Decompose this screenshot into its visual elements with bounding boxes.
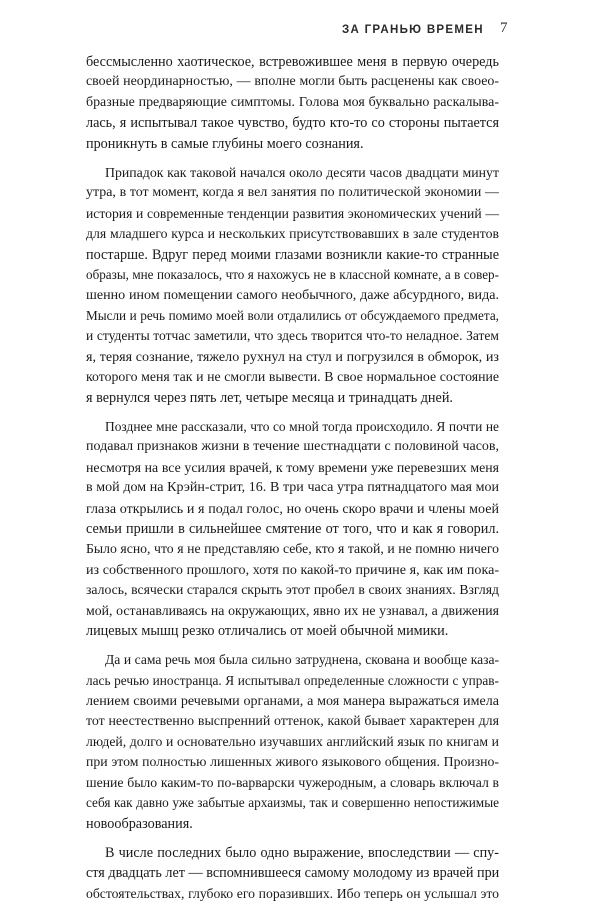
text-line: лением своими речевыми органами, а моя манера выражаться имела [86, 693, 499, 710]
text-line: В числе последних было одно выражение, впоследствии — спу- [105, 845, 499, 862]
text-line: из собственного прошлого, хотя по какой-то причине я, как им пока- [86, 561, 499, 578]
text-line: шение было каким-то по-варварски чужеродным, а словарь включал в [86, 774, 499, 790]
paragraph [86, 417, 499, 641]
text-line: я вернулся через пять лет, четыре месяца и тринадцать дней. [86, 389, 453, 406]
text-line: история и современные тенденции развития экономических учений — [86, 205, 499, 221]
paragraph [86, 650, 499, 834]
text-line: и студенты тотчас заметили, что здесь творится что-то неладное. Затем [86, 328, 499, 344]
text-line: Было ясно, что я не представляю себе, кто я такой, и не помню ничего [86, 541, 499, 557]
text-line: обстоятельствах, глубоко его поразивших. Ибо теперь он услышал это [86, 885, 499, 901]
text-line: образы, мне показалось, что я нахожусь не в классной комнате, а в совер- [86, 267, 499, 283]
text-line: утра, в тот момент, когда я вел занятия по политической экономии — [86, 185, 499, 201]
text-line: в мой дом на Крэйн-стрит, 16. В три часа утра пятнадцатого мая мои [86, 480, 499, 496]
text-line: Припадок как таковой начался около десяти часов двадцати минут [105, 165, 499, 181]
text-line: Да и сама речь моя была сильно затруднена, скована и вообще каза- [105, 652, 499, 668]
text-line: я, теряя сознание, тяжело рухнул на стул и погрузился в обморок, из [86, 348, 499, 365]
page-number: 7 [500, 20, 508, 36]
paragraph [86, 52, 499, 154]
text-line: несмотря на все усилия врачей, к тому времени уже перевезших меня [86, 459, 499, 475]
text-line: людей, долго и основательно изучавших английский язык по книгам и [86, 734, 499, 749]
running-header [0, 20, 600, 42]
text-line: проникнуть в самые глубины моего сознания. [86, 135, 364, 152]
text-line: новообразования. [86, 815, 193, 832]
body-text [86, 52, 499, 913]
text-line: Позднее мне рассказали, что со мной тогда происходило. Я почти не [105, 418, 499, 434]
text-line: своей неординарностью, — вполне могли быть расценены как своео- [86, 74, 499, 90]
text-line: бессмысленно хаотическое, встревожившее меня в первую очередь [86, 54, 499, 70]
text-line: подавал признаков жизни в течение шестнадцати с половиной часов, [86, 439, 499, 455]
text-line: которого меня так и не смогли вывести. В свое нормальное состояние [86, 369, 499, 385]
text-line: семьи пришли в сильнейшее смятение от того, что и как я говорил. [86, 520, 499, 537]
text-line: тот неестественно выспренний оттенок, какой бывает характерен для [86, 713, 499, 729]
text-line: залось, всячески старался скрыть этот пробел в своих знаниях. Взгляд [86, 582, 499, 598]
text-line: лась речью иностранца. Я испытывал определенные сложности с управ- [86, 672, 499, 688]
text-line: мой, останавливаясь на окружающих, явно их не узнавал, а движения [86, 602, 499, 618]
text-line: при этом полностью лишенных живого языкового общения. Произно- [86, 754, 499, 770]
text-line: бразные предваряющие симптомы. Голова моя буквально раскалыва- [86, 94, 499, 110]
paragraph [86, 843, 499, 904]
text-line: глаза открылись и я подал голос, но очень скоро врачи и члены моей [86, 500, 499, 517]
text-line: для младшего курса и нескольких присутствовавших в зале студентов [86, 226, 499, 242]
text-line: лась, я испытывал такое чувство, будто кто-то со стороны пытается [86, 115, 499, 132]
running-title: ЗА ГРАНЬЮ ВРЕМЕН [342, 24, 484, 36]
paragraph [86, 163, 499, 408]
text-line: стя двадцать лет — вспомнившееся самому молодому из врачей при [86, 865, 500, 882]
text-line: лицевых мышц резко отличались от моей обычной мимики. [86, 622, 449, 639]
text-line: шенно ином помещении самого необычного, даже абсурдного, вида. [86, 287, 499, 304]
text-line: Мысли и речь помимо моей воли отдалились от обсуждаемого предмета, [86, 307, 499, 323]
text-line: постарше. Вдруг перед моими глазами возникли какие-то странные [86, 246, 499, 263]
text-line: себя как давно уже забытые архаизмы, так и совершенно непостижимые [86, 795, 499, 811]
